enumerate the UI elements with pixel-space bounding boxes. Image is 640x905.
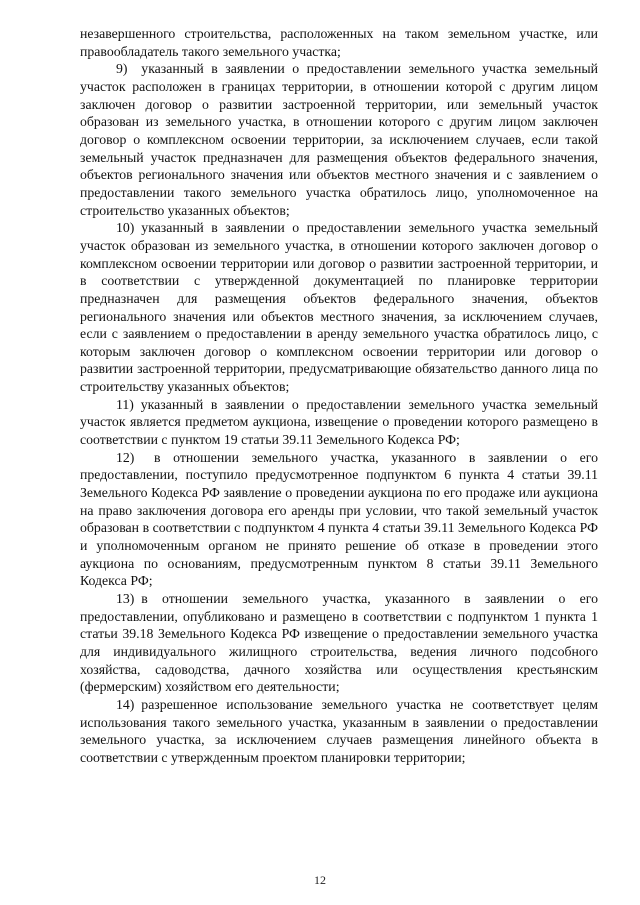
page-number: 12 <box>314 873 326 887</box>
paragraph-item-10: 10) указанный в заявлении о предоставлении земельного участка земельный участок образован из земельного участка, в отношении которого заключен договор о комплексном освоении территории или договор о развитии застроенной территории, и в соответствии с утвержденной документацией по планировке территории предназначен для размещения объектов федерального значения, объектов регионального значения или объектов местного значения, за исключением случаев, если с заявлением о предоставлении в аренду земельного участка обратилось лицо, с которым заключен договор о комплексном освоении территории или договор о развитии застроенной территории, предусматривающие обязательство данного лица по строительству указанных объектов; <box>80 220 598 395</box>
paragraph-item-12: 12) в отношении земельного участка, указанного в заявлении о его предоставлении, поступило предусмотренное подпунктом 6 пункта 4 статьи 39.11 Земельного Кодекса РФ заявление о проведении аукциона по его продаже или аукциона на право заключения договора его аренды при условии, что такой земельный участок образован в соответствии с подпунктом 4 пункта 4 статьи 39.11 Земельного Кодекса РФ и уполномоченным органом не принято решение об отказе в проведении этого аукциона по основаниям, предусмотренным пунктом 8 статьи 39.11 Земельного Кодекса РФ; <box>80 449 598 589</box>
paragraph-item-9: 9) указанный в заявлении о предоставлении земельного участка земельный участок расположен в границах территории, в отношении которой с другим лицом заключен договор о развитии застроенной территории, или земельный участок образован из земельного участка, в отношении которого с другим лицом заключен договор о комплексном освоении территории, за исключением случаев, если такой земельный участок предназначен для размещения объектов федерального значения, объектов регионального значения или объектов местного значения и с заявлением о предоставлении такого земельного участка обратилось лицо, уполномоченное на строительство указанных объектов; <box>80 61 598 218</box>
paragraph-continuation: незавершенного строительства, расположенных на таком земельном участке, или правообладатель такого земельного участка; <box>80 26 598 59</box>
document-body <box>80 25 598 767</box>
paragraph-item-13: 13) в отношении земельного участка, указанного в заявлении о его предоставлении, опубликовано и размещено в соответствии с подпунктом 1 пункта 1 статьи 39.18 Земельного Кодекса РФ извещение о предоставлении земельного участка для индивидуального жилищного строительства, ведения личного подсобного хозяйства, садоводства, дачного хозяйства или осуществления крестьянским (фермерским) хозяйством его деятельности; <box>80 591 598 695</box>
paragraph-item-11: 11) указанный в заявлении о предоставлении земельного участка земельный участок является предметом аукциона, извещение о проведении которого размещено в соответствии с пунктом 19 статьи 39.11 Земельного Кодекса РФ; <box>80 396 598 448</box>
paragraph-item-14: 14) разрешенное использование земельного участка не соответствует целям использования такого земельного участка, указанным в заявлении о предоставлении земельного участка, за исключением случаев размещения линейного объекта в соответствии с утвержденным проектом планировки территории; <box>80 696 598 765</box>
